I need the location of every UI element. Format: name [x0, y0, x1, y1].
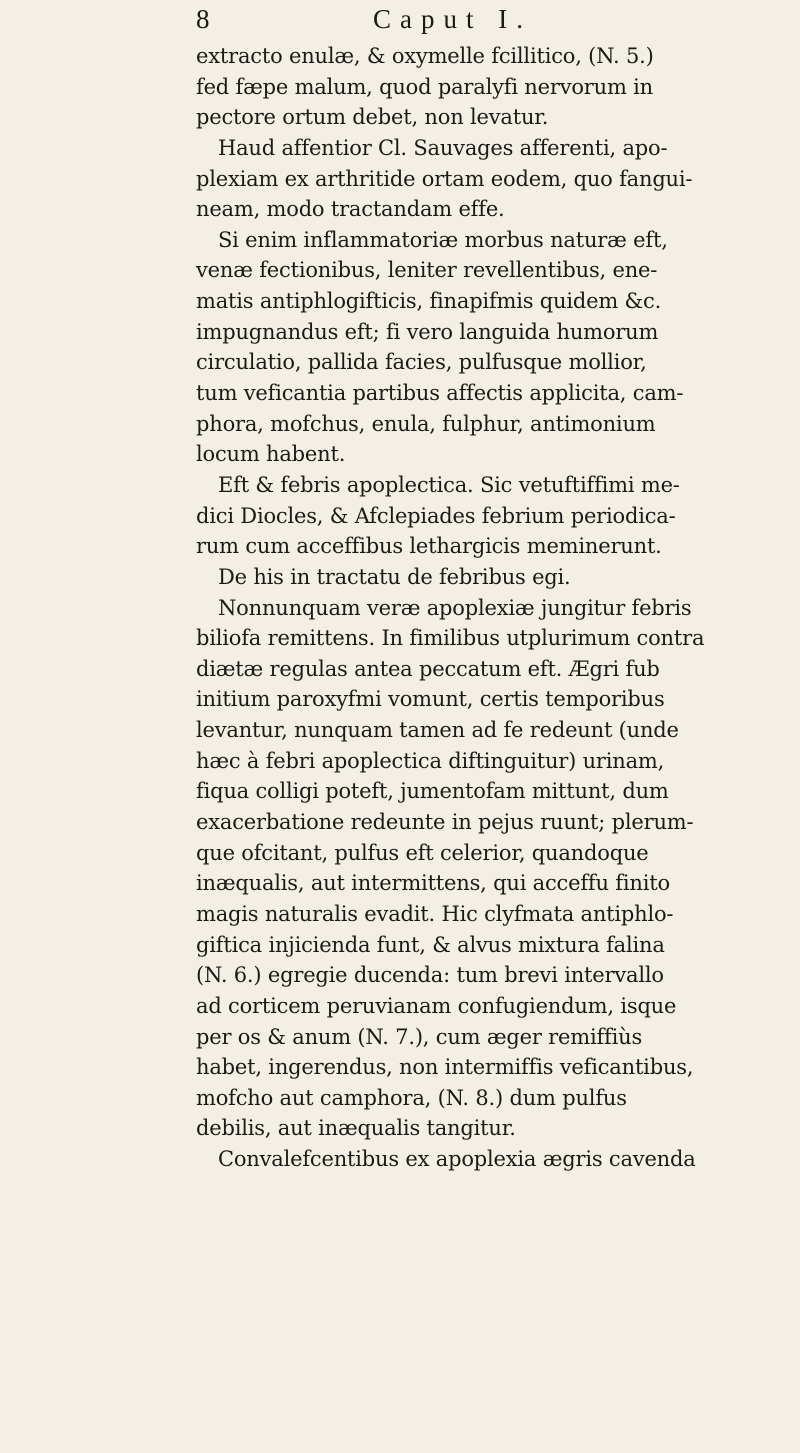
- body-text: [196, 41, 756, 1175]
- text-line: exacerbatione redeunte in pejus ruunt; plerum-: [196, 810, 694, 835]
- text-line: tum veficantia partibus affectis applicita, cam-: [196, 381, 684, 406]
- text-line: Nonnunquam veræ apoplexiæ jungitur febris: [218, 595, 692, 620]
- text-line: neam, modo tractandam effe.: [196, 197, 505, 222]
- text-line: dici Diocles, & Afclepiades febrium periodica-: [196, 503, 676, 528]
- text-line: circulatio, pallida facies, pulfusque mollior,: [196, 350, 647, 375]
- page-number: 8: [196, 4, 211, 34]
- text-line: matis antiphlogifticis, finapifmis quidem &c.: [196, 289, 662, 314]
- text-line: habet, ingerendus, non intermiffis veficantibus,: [196, 1055, 694, 1080]
- text-line: per os & anum (N. 7.), cum æger remiffiùs: [196, 1024, 643, 1049]
- text-line: impugnandus eft; fi vero languida humorum: [196, 319, 659, 344]
- text-line: plexiam ex arthritide ortam eodem, quo fangui-: [196, 166, 693, 191]
- page-header: [0, 4, 800, 40]
- text-line: diætæ regulas antea peccatum eft. Ægri fub: [196, 656, 660, 681]
- text-line: inæqualis, aut intermittens, qui acceffu finito: [196, 871, 670, 896]
- text-line: mofcho aut camphora, (N. 8.) dum pulfus: [196, 1085, 627, 1110]
- text-line: fiqua colligi poteft, jumentofam mittunt, dum: [196, 779, 669, 804]
- text-line: ad corticem peruvianam confugiendum, isque: [196, 993, 677, 1018]
- running-head: Caput I.: [373, 4, 532, 34]
- text-line: rum cum acceffibus lethargicis meminerunt.: [196, 534, 662, 559]
- text-line: initium paroxyfmi vomunt, certis temporibus: [196, 687, 665, 712]
- text-line: phora, mofchus, enula, fulphur, antimonium: [196, 411, 656, 436]
- text-line: levantur, nunquam tamen ad fe redeunt (unde: [196, 718, 679, 743]
- text-line: giftica injicienda funt, & alvus mixtura falina: [196, 932, 665, 957]
- text-line: De his in tractatu de febribus egi.: [218, 564, 571, 589]
- text-line: Eft & febris apoplectica. Sic vetuftiffimi me-: [218, 472, 680, 497]
- text-line: Haud affentior Cl. Sauvages afferenti, apo-: [218, 135, 668, 160]
- text-line: pectore ortum debet, non levatur.: [196, 105, 549, 130]
- text-line: Convalefcentibus ex apoplexia ægris cavenda: [218, 1147, 696, 1172]
- text-line: (N. 6.) egregie ducenda: tum brevi intervallo: [196, 963, 664, 988]
- text-line: hæc à febri apoplectica diftinguitur) urinam,: [196, 748, 665, 773]
- text-line: que ofcitant, pulfus eft celerior, quandoque: [196, 840, 649, 865]
- text-line: venæ fectionibus, leniter revellentibus, ene-: [196, 258, 658, 283]
- text-line: biliofa remittens. In fimilibus utplurimum contra: [196, 626, 705, 651]
- text-line: extracto enulæ, & oxymelle fcillitico, (N. 5.): [196, 44, 654, 68]
- text-line: magis naturalis evadit. Hic clyfmata antiphlo-: [196, 901, 674, 926]
- text-line: fed fæpe malum, quod paralyfi nervorum in: [196, 74, 653, 99]
- text-line: Si enim inflammatoriæ morbus naturæ eft,: [218, 227, 668, 252]
- text-line: debilis, aut inæqualis tangitur.: [196, 1116, 516, 1141]
- text-line: locum habent.: [196, 442, 346, 467]
